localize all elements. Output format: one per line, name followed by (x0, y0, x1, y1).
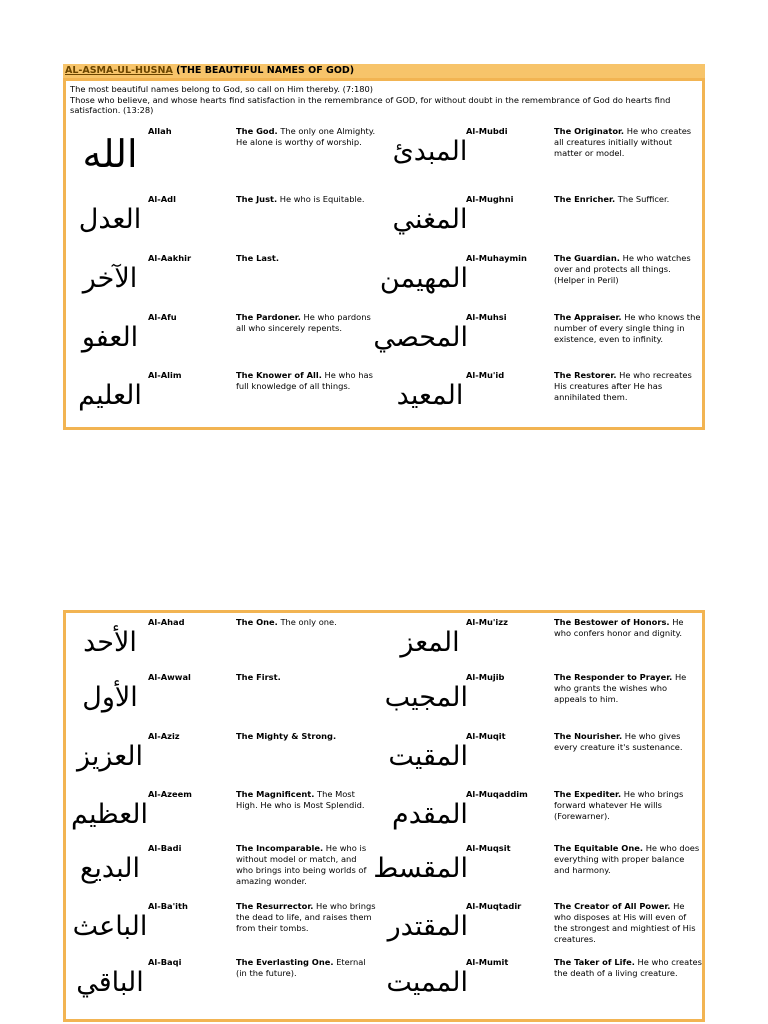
meaning-left (236, 312, 376, 334)
meaning-right (554, 731, 702, 753)
meaning-title-left: The Magnificent. (236, 789, 315, 799)
meaning-left (236, 370, 376, 392)
meaning-title-left: The Everlasting One. (236, 957, 334, 967)
meaning-left (236, 194, 376, 205)
transliteration-left: Al-Ahad (148, 617, 185, 627)
meaning-desc-left: He who is without model or match, and who brings into being worlds of amazing wonder. (236, 843, 367, 886)
meaning-title-right: The Creator of All Power. (554, 901, 671, 911)
meaning-right (554, 194, 702, 205)
transliteration-right: Al-Muqtadir (466, 901, 522, 911)
meaning-title-left: The Pardoner. (236, 312, 301, 322)
calligraphy-right: المحصي (373, 322, 468, 353)
meaning-title-left: The One. (236, 617, 278, 627)
transliteration-right: Al-Mughni (466, 194, 514, 204)
intro-line-1: The most beautiful names belong to God, so call on Him thereby. (7:180) (70, 84, 374, 94)
calligraphy-left: العفو (81, 322, 139, 353)
meaning-title-left: The Mighty & Strong. (236, 731, 337, 741)
calligraphy-right: المقتدر (387, 911, 468, 942)
meaning-right (554, 312, 702, 345)
calligraphy-left: العدل (78, 204, 142, 235)
meaning-desc-right: He who knows the number of every single thing in existence, even to infinity. (554, 312, 701, 344)
meaning-left (236, 789, 376, 811)
meaning-title-right: The Taker of Life. (554, 957, 635, 967)
calligraphy-right: المهيمن (379, 263, 468, 294)
meaning-desc-right: He who grants the wishes who appeals to him. (554, 672, 687, 704)
meaning-title-left: The Resurrector. (236, 901, 314, 911)
meaning-right (554, 957, 702, 979)
meaning-title-left: The Incomparable. (236, 843, 324, 853)
meaning-desc-left: The Most High. He who is Most Splendid. (236, 789, 365, 810)
transliteration-right: Al-Muqaddim (466, 789, 528, 799)
meaning-desc-left: He who is Equitable. (279, 194, 365, 204)
transliteration-right: Al-Muqit (466, 731, 506, 741)
meaning-right (554, 617, 702, 639)
meaning-right (554, 126, 702, 159)
meaning-right (554, 672, 702, 705)
transliteration-left: Al-Alim (148, 370, 182, 380)
transliteration-left: Al-Aakhir (148, 253, 192, 263)
meaning-desc-left: Eternal (in the future). (236, 957, 366, 978)
meaning-desc-right: He who creates all creatures initially without matter or model. (554, 126, 692, 158)
meaning-title-left: The Last. (236, 253, 280, 263)
meaning-desc-left: The only one Almighty. He alone is worthy of worship. (236, 126, 376, 147)
meaning-right (554, 843, 702, 876)
transliteration-right: Al-Muhaymin (466, 253, 527, 263)
meaning-desc-left: He who brings the dead to life, and raises them from their tombs. (236, 901, 376, 933)
meaning-title-left: The First. (236, 672, 281, 682)
meaning-left (236, 126, 376, 148)
calligraphy-left: الباقي (76, 967, 144, 998)
meaning-left (236, 617, 376, 628)
meaning-title-right: The Enricher. (554, 194, 616, 204)
transliteration-left: Allah (148, 126, 172, 136)
intro-text (70, 84, 690, 116)
transliteration-left: Al-Badi (148, 843, 182, 853)
calligraphy-right: المقسط (373, 853, 468, 884)
meaning-desc-left: He who pardons all who sincerely repents. (236, 312, 371, 333)
calligraphy-right: المجيب (384, 682, 468, 713)
header-link[interactable]: AL-ASMA-UL-HUSNA (65, 65, 173, 76)
meaning-title-right: The Responder to Prayer. (554, 672, 673, 682)
meaning-title-right: The Appraiser. (554, 312, 622, 322)
calligraphy-left: العزيز (76, 741, 144, 772)
transliteration-left: Al-Baqi (148, 957, 182, 967)
transliteration-left: Al-Aziz (148, 731, 180, 741)
calligraphy-left: الله (82, 132, 138, 176)
meaning-left (236, 672, 376, 683)
meaning-right (554, 253, 702, 286)
meaning-right (554, 901, 702, 945)
calligraphy-right: المقدم (392, 799, 468, 830)
meaning-title-left: The Knower of All. (236, 370, 322, 380)
transliteration-left: Al-Awwal (148, 672, 191, 682)
meaning-title-right: The Equitable One. (554, 843, 644, 853)
transliteration-right: Al-Mu'id (466, 370, 505, 380)
calligraphy-right: المبدئ (392, 136, 468, 167)
calligraphy-left: البديع (80, 853, 140, 884)
transliteration-right: Al-Mu'izz (466, 617, 508, 627)
calligraphy-left: الآخر (82, 263, 138, 294)
meaning-title-right: The Guardian. (554, 253, 620, 263)
transliteration-right: Al-Muqsit (466, 843, 511, 853)
meaning-title-right: The Nourisher. (554, 731, 623, 741)
transliteration-left: Al-Afu (148, 312, 177, 322)
meaning-title-right: The Expediter. (554, 789, 622, 799)
meaning-right (554, 789, 702, 822)
meaning-desc-right: The Sufficer. (617, 194, 670, 204)
calligraphy-left: الأول (82, 682, 138, 713)
meaning-title-left: The God. (236, 126, 278, 136)
transliteration-left: Al-Ba'ith (148, 901, 188, 911)
calligraphy-left: العليم (78, 380, 142, 411)
meaning-desc-right: He who does everything with proper balance and harmony. (554, 843, 700, 875)
header-bar (63, 64, 705, 78)
transliteration-right: Al-Mubdi (466, 126, 508, 136)
calligraphy-left: العظيم (70, 799, 148, 830)
calligraphy-right: المقيت (388, 741, 468, 772)
meaning-desc-left: The only one. (280, 617, 337, 627)
meaning-left (236, 843, 376, 887)
meaning-title-right: The Originator. (554, 126, 625, 136)
meaning-desc-right: He who recreates His creatures after He has annihilated them. (554, 370, 692, 402)
meaning-desc-right: He who disposes at His will even of the strongest and mightiest of His creatures. (554, 901, 696, 944)
meaning-desc-right: He who gives every creature it's sustenance. (554, 731, 683, 752)
meaning-title-right: The Restorer. (554, 370, 617, 380)
meaning-desc-right: He who confers honor and dignity. (554, 617, 684, 638)
meaning-title-left: The Just. (236, 194, 278, 204)
meaning-title-right: The Bestower of Honors. (554, 617, 670, 627)
calligraphy-left: الباعث (72, 911, 148, 942)
meaning-left (236, 901, 376, 934)
transliteration-left: Al-Azeem (148, 789, 192, 799)
calligraphy-right: المميت (386, 967, 468, 998)
meaning-desc-right: He who creates the death of a living creature. (554, 957, 702, 978)
meaning-desc-right: He who watches over and protects all things. (Helper in Peril) (554, 253, 691, 285)
meaning-desc-right: He who brings forward whatever He wills (Forewarner). (554, 789, 684, 821)
calligraphy-right: المعز (400, 627, 460, 658)
meaning-desc-left: He who has full knowledge of all things. (236, 370, 373, 391)
meaning-left (236, 957, 376, 979)
intro-line-2: Those who believe, and whose hearts find satisfaction in the remembrance of GOD, for without doubt in the remembrance of God do hearts find satisfaction. (13:28) (70, 94, 671, 115)
calligraphy-right: المغني (392, 204, 468, 235)
calligraphy-left: الأحد (83, 627, 137, 658)
meaning-left (236, 731, 376, 742)
transliteration-right: Al-Muhsi (466, 312, 507, 322)
calligraphy-right: المعيد (396, 380, 464, 411)
meaning-right (554, 370, 702, 403)
transliteration-right: Al-Mujib (466, 672, 505, 682)
transliteration-left: Al-Adl (148, 194, 176, 204)
meaning-left (236, 253, 376, 264)
header-title: (THE BEAUTIFUL NAMES OF GOD) (176, 65, 355, 76)
transliteration-right: Al-Mumit (466, 957, 509, 967)
